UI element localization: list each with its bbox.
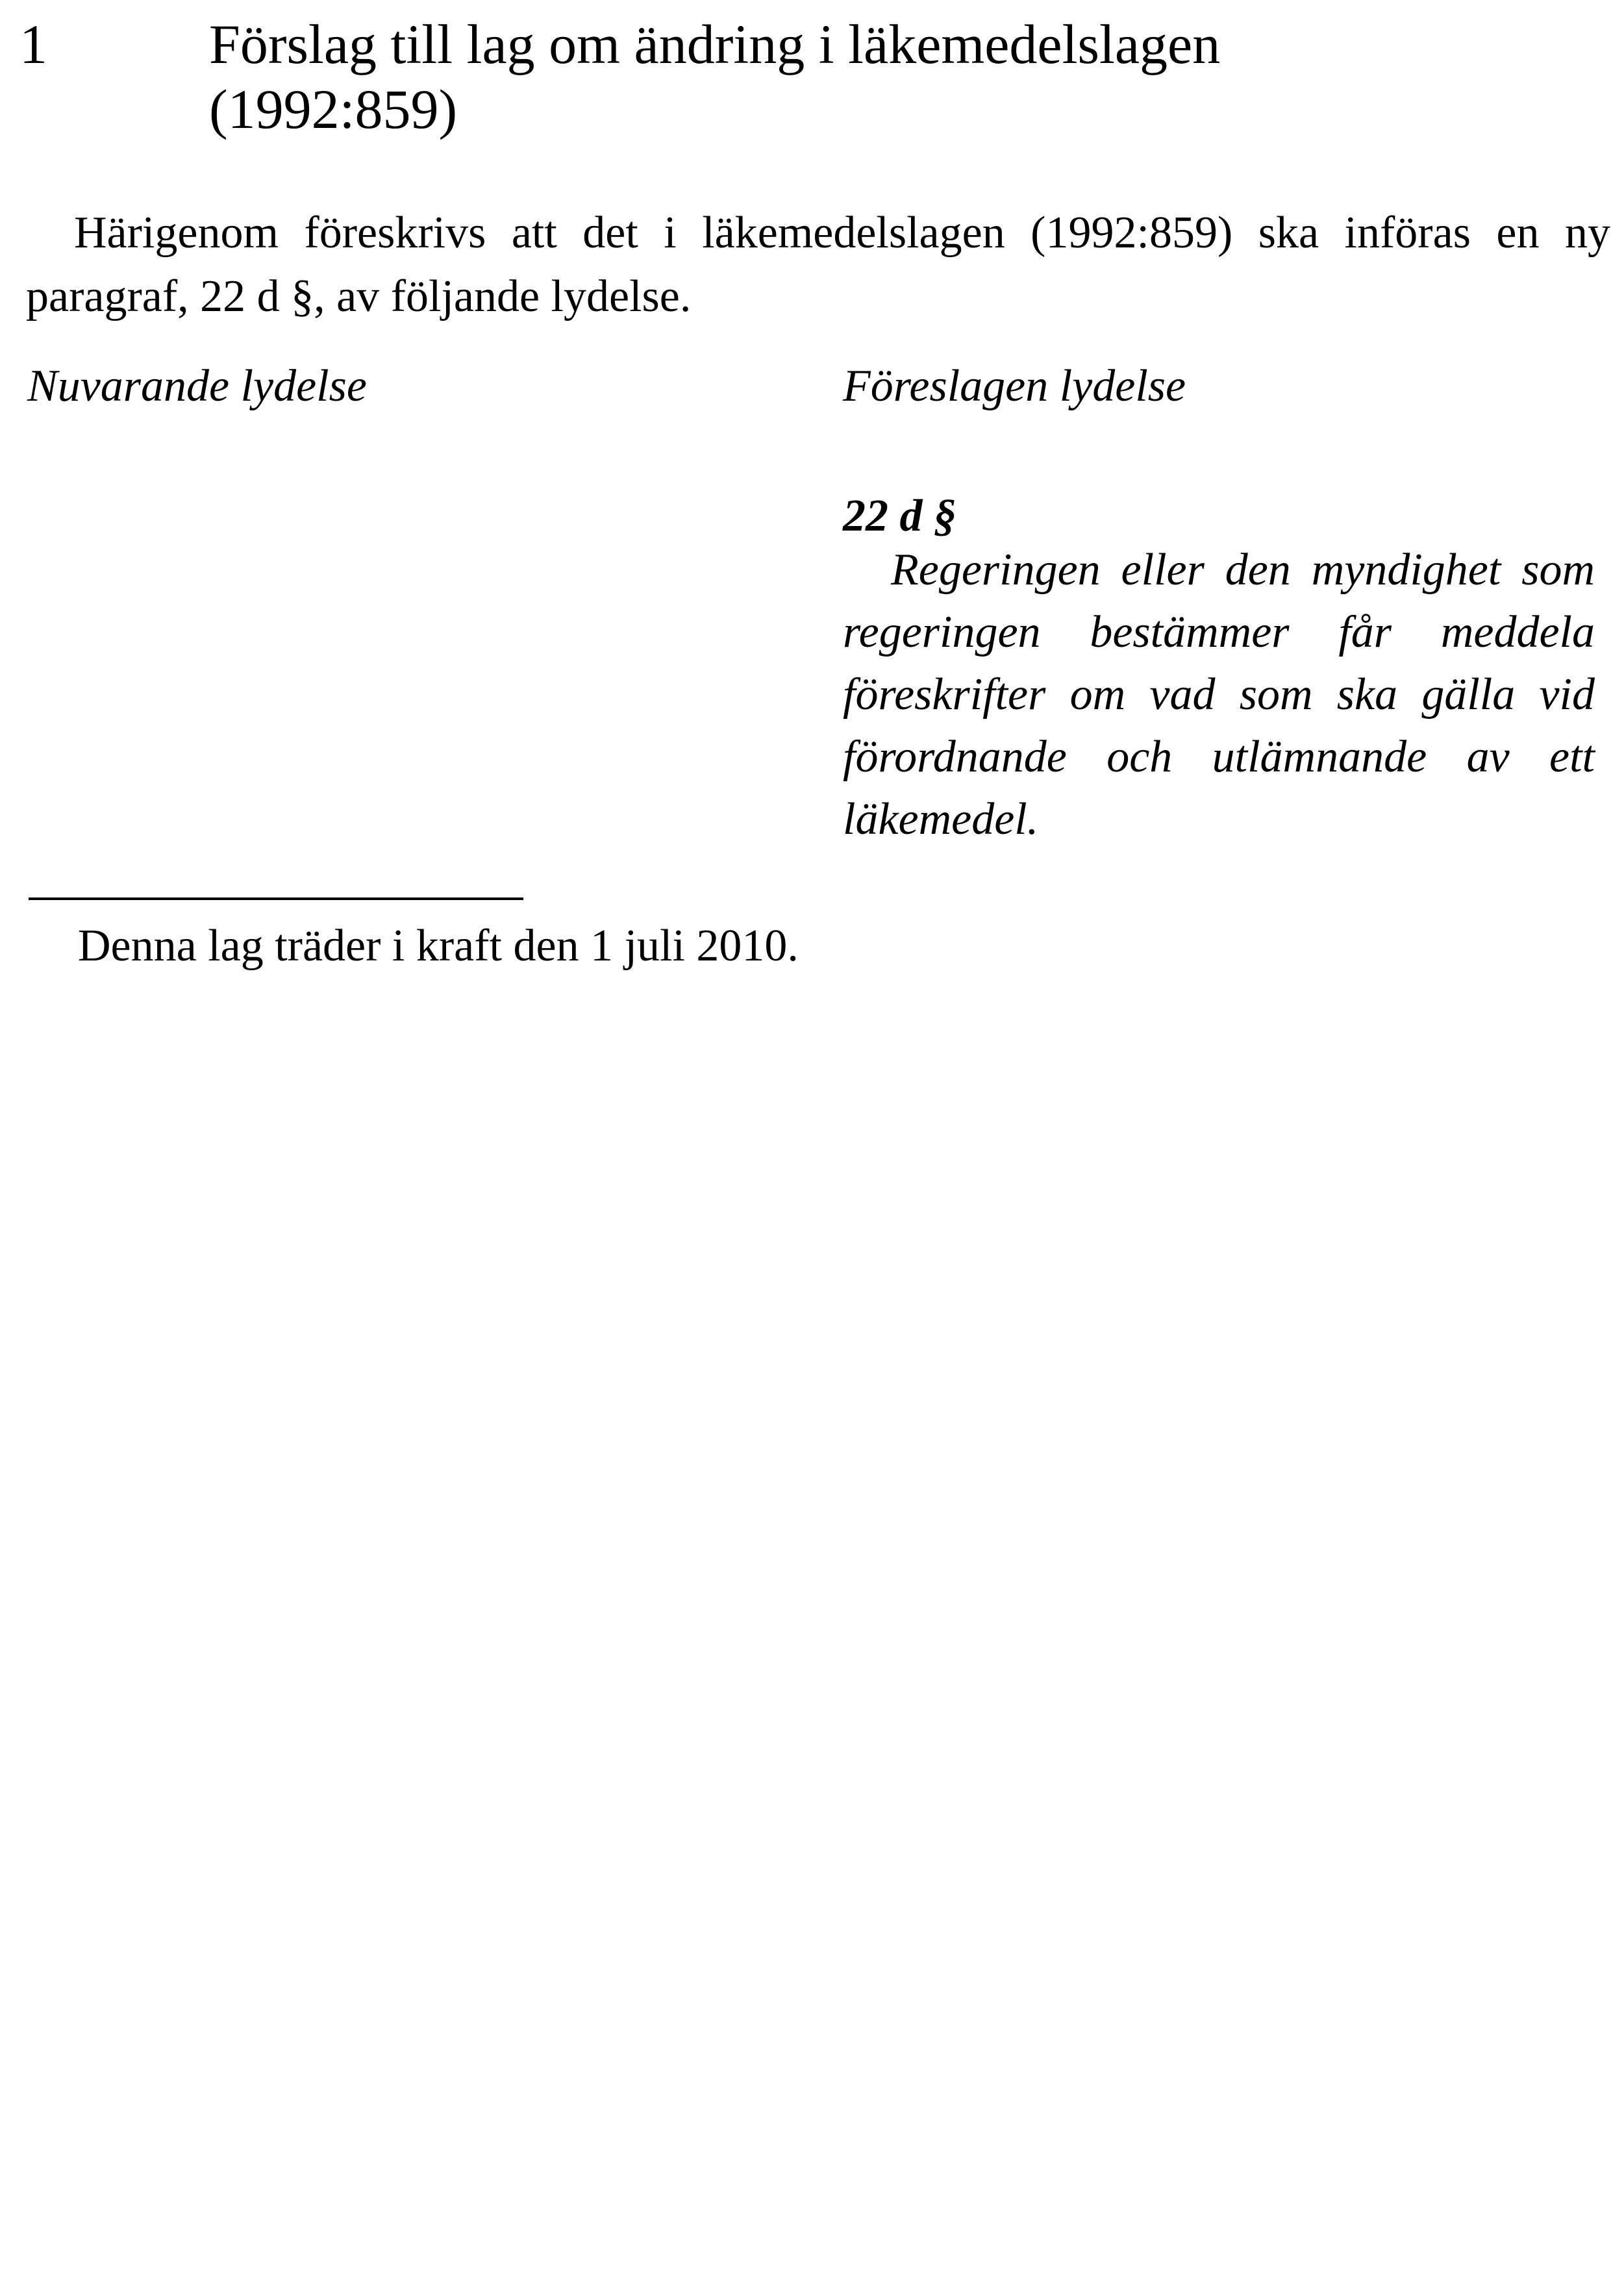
heading-title: Förslag till lag om ändring i läkemedelslagen (1992:859) (209, 13, 1221, 140)
current-wording-label: Nuvarande lydelse (27, 361, 367, 411)
proposed-wording-label: Föreslagen lydelse (843, 361, 1186, 411)
heading-number: 1 (19, 13, 47, 75)
intro-text: Härigenom föreskrivs att det i läkemedelslagen (1992:859) ska införas en ny paragraf, 22 d §, av följande lydelse. (26, 208, 1610, 321)
footnote-divider (29, 897, 523, 900)
footnote-text: Denna lag träder i kraft den 1 juli 2010. (78, 921, 799, 971)
proposed-section-text: Regeringen eller den myndighet som regeringen bestämmer får meddela föreskrifter om vad som ska gälla vid förordnande och utlämnande av ett läkemedel. (843, 545, 1595, 844)
proposed-section-body (843, 539, 1595, 851)
section-title: 22 d § (843, 491, 956, 541)
intro-paragraph (26, 201, 1610, 329)
